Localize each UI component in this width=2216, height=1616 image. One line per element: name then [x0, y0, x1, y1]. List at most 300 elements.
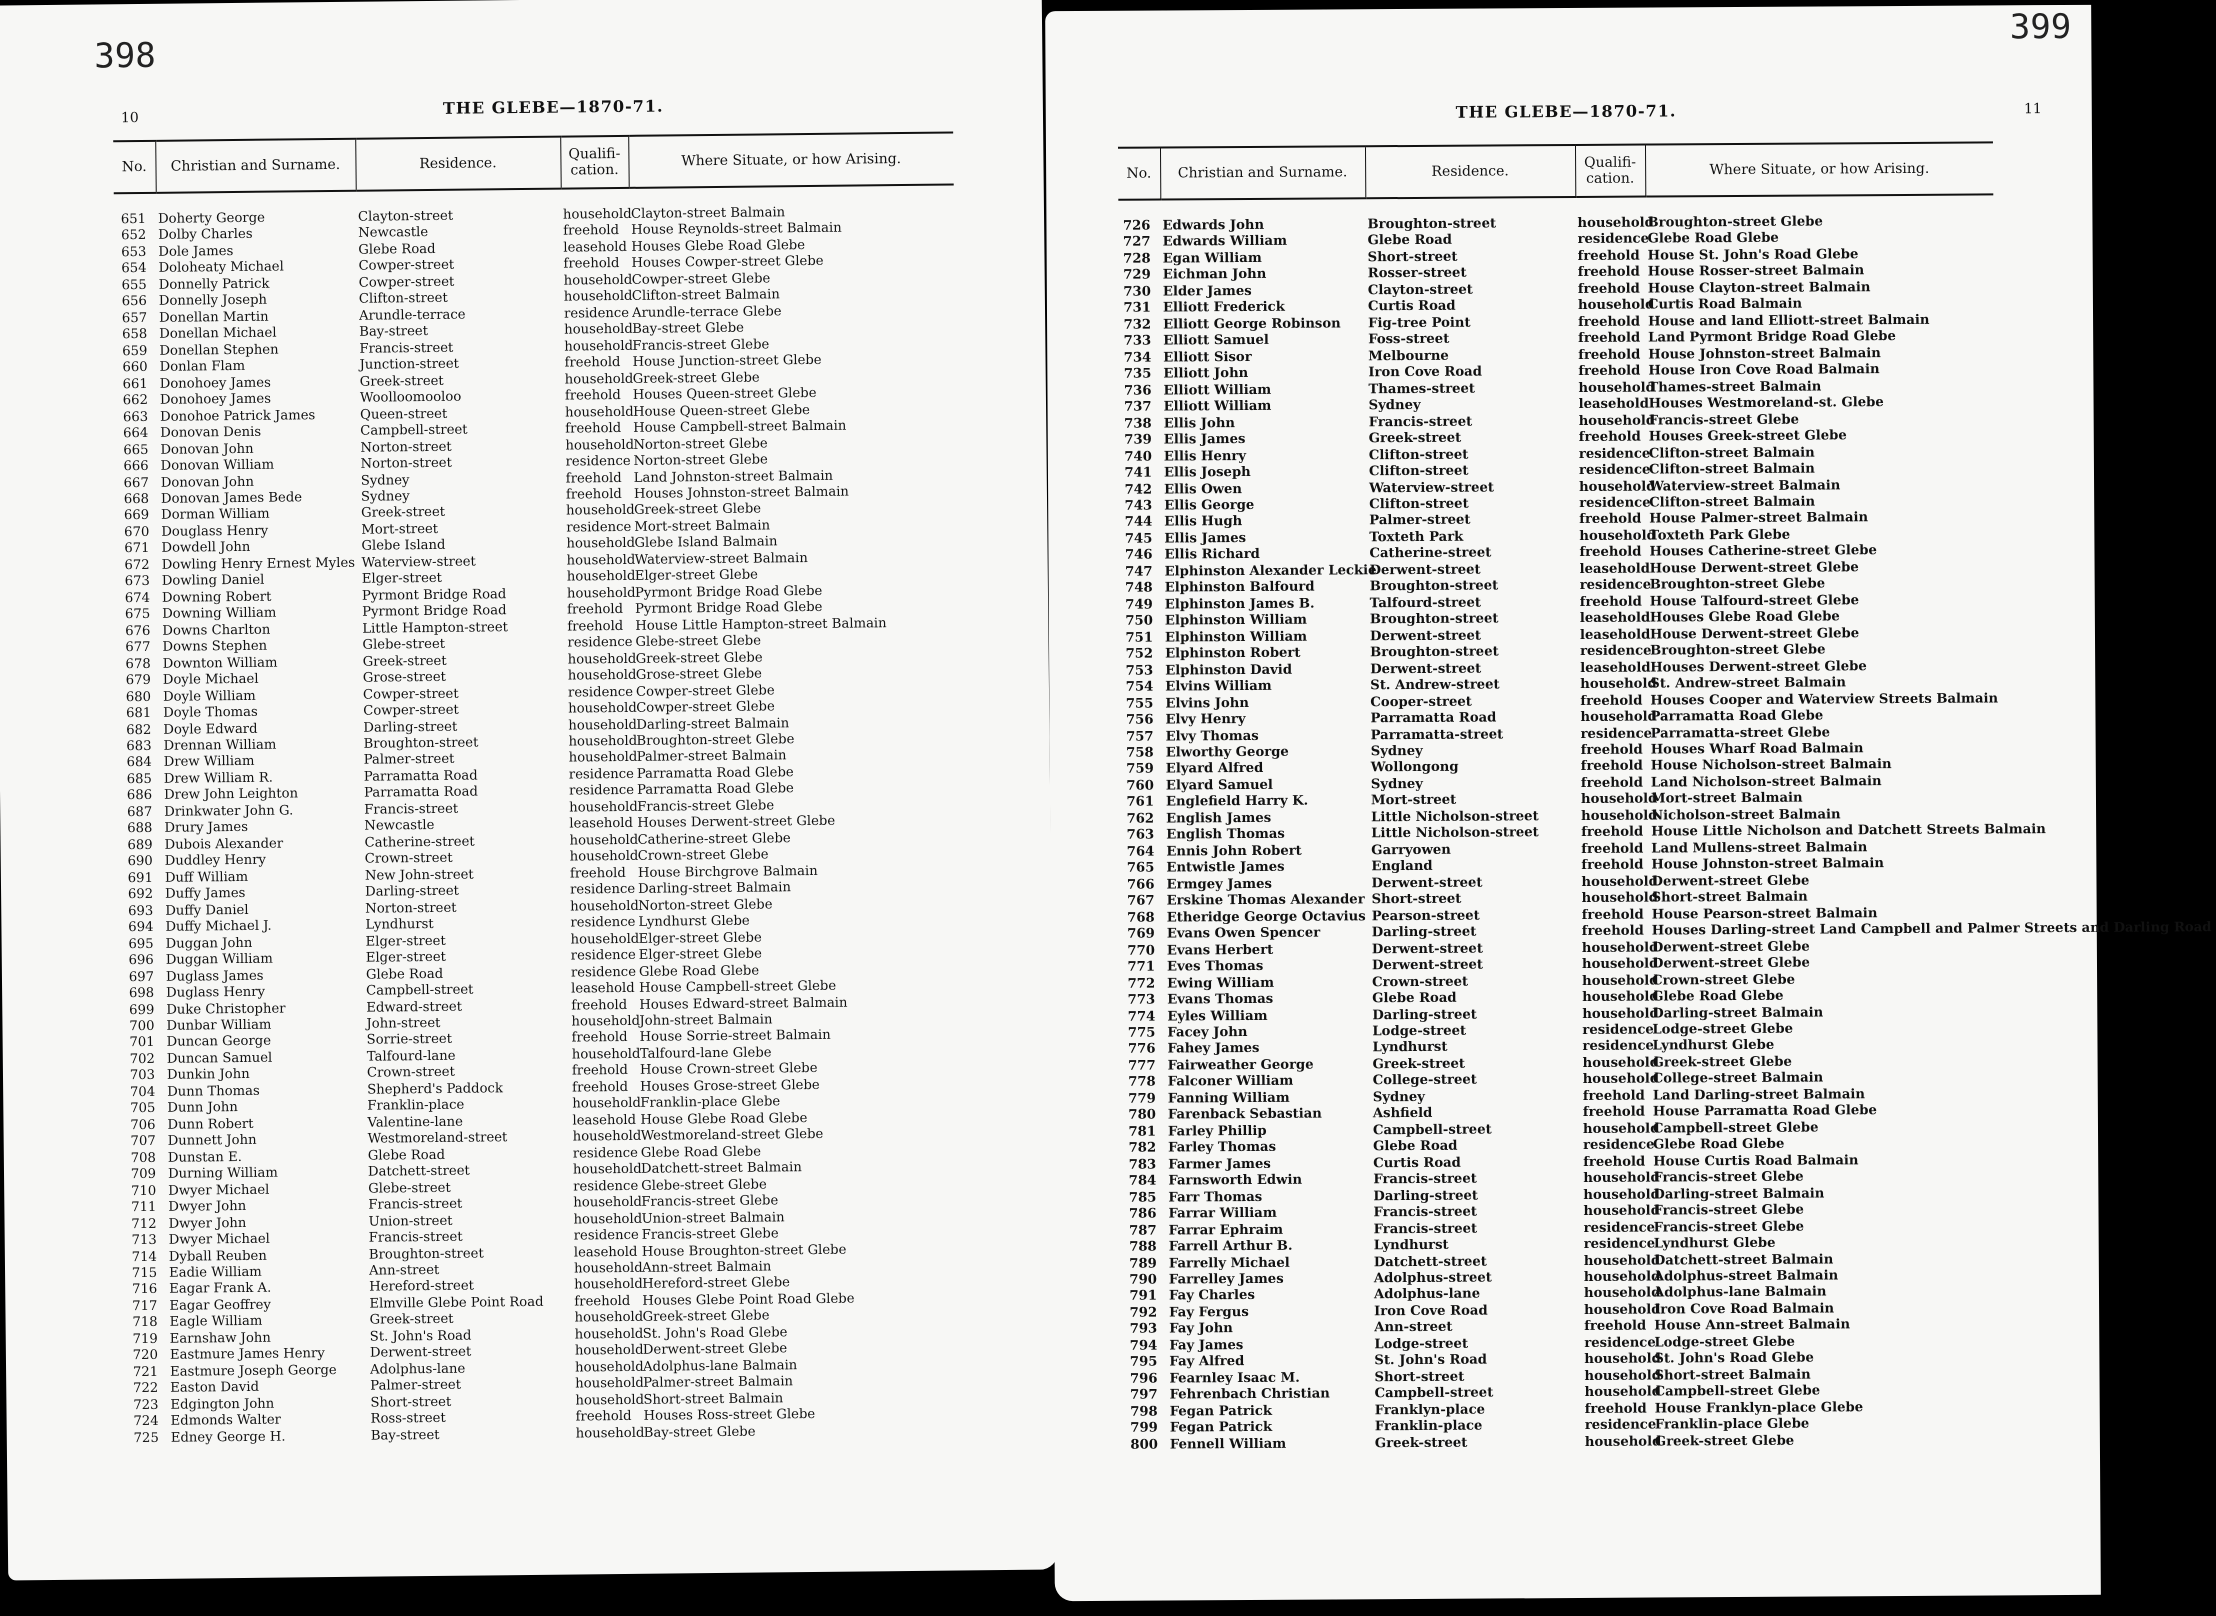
qualification: residence	[573, 1178, 639, 1195]
where-situate: Franklin-place Glebe	[1654, 1416, 1810, 1433]
header-residence: Residence.	[1365, 145, 1575, 198]
residence: Greek-street	[361, 505, 446, 522]
residence: Glebe Road	[358, 241, 436, 258]
entry-number: 668	[123, 491, 150, 508]
voter-name: Dowling Henry Ernest Myles	[161, 555, 356, 573]
where-situate: House Derwent-street Glebe	[1649, 560, 1859, 577]
entry-number: 656	[121, 294, 147, 310]
residence: Cooper-street	[1370, 694, 1472, 710]
voter-name: Donellan Michael	[159, 325, 277, 343]
entry-number: 751	[1125, 630, 1154, 646]
where-situate: Houses Darling-street Land Campbell and Palmer Streets and Darling Road	[1651, 920, 2212, 939]
voter-name: Elyard Samuel	[1165, 777, 1273, 794]
residence: Ann-street	[1374, 1320, 1453, 1336]
voter-name: Drew John Leighton	[163, 786, 299, 804]
where-situate: House Campbell-street Balmain	[633, 418, 847, 436]
where-situate: Greek-street Glebe	[1654, 1433, 1795, 1450]
where-situate: Broughton-street Glebe	[1650, 642, 1826, 659]
voter-name: Earnshaw John	[169, 1330, 271, 1347]
qualification: residence	[1582, 1038, 1654, 1055]
where-situate: Glebe Road Glebe	[1653, 1136, 1785, 1153]
voter-name: Eadie William	[168, 1264, 262, 1281]
qualification: household	[1583, 1203, 1660, 1220]
where-situate: Bay-street Glebe	[643, 1424, 756, 1441]
qualification: freehold	[1582, 1088, 1645, 1104]
qualification: residence	[568, 783, 635, 799]
residence: Cowper-street	[358, 274, 455, 291]
entry-number: 673	[124, 574, 150, 590]
residence: Sydney	[1372, 1089, 1425, 1106]
qualification: freehold	[1578, 347, 1641, 363]
voter-name: Farenback Sebastian	[1167, 1106, 1322, 1123]
where-situate: Campbell-street Glebe	[1652, 1120, 1819, 1137]
voter-name: Facey John	[1167, 1024, 1248, 1041]
where-situate: Franklin-place Glebe	[640, 1094, 781, 1112]
entry-number: 775	[1127, 1025, 1156, 1041]
residence: Junction-street	[359, 356, 460, 373]
voter-name: Fegan Patrick	[1169, 1403, 1273, 1420]
qualification: freehold	[1579, 594, 1642, 610]
where-situate: Houses Glebe Road Glebe	[1649, 609, 1840, 626]
qualification: household	[571, 1046, 641, 1063]
residence: Crown-street	[364, 851, 453, 867]
residence: Arundle-terrace	[358, 307, 466, 324]
entry-number: 796	[1129, 1371, 1158, 1387]
entry-number: 790	[1129, 1272, 1157, 1288]
entry-number: 784	[1128, 1173, 1157, 1189]
where-situate: Houses Cooper and Waterview Streets Balmain	[1650, 690, 1999, 709]
where-situate: Crown-street Glebe	[637, 847, 769, 865]
voter-name: Douglass Henry	[161, 523, 269, 540]
residence: Westmoreland-street	[367, 1130, 508, 1147]
voter-name: Doyle Thomas	[163, 704, 258, 721]
entry-number: 733	[1123, 333, 1152, 350]
residence: Greek-street	[359, 373, 444, 390]
where-situate: Land Darling-street Balmain	[1652, 1087, 1866, 1104]
where-situate: Glebe-street Glebe	[635, 633, 762, 651]
entry-number: 763	[1126, 827, 1155, 844]
voter-name: Fanning William	[1167, 1090, 1290, 1107]
where-situate: Cowper-street Glebe	[635, 682, 775, 700]
voter-name: Ewing William	[1167, 975, 1275, 992]
entry-number: 707	[130, 1134, 156, 1150]
qualification: household	[1579, 478, 1656, 495]
entry-number: 780	[1128, 1107, 1156, 1124]
entry-number: 692	[127, 887, 154, 903]
entry-number: 675	[124, 607, 151, 623]
voter-name: Eastmure Joseph George	[170, 1362, 337, 1380]
entry-number: 689	[127, 837, 153, 853]
qualification: household	[1584, 1302, 1661, 1318]
voter-name: Duggan William	[165, 951, 273, 968]
residence: Cowper-street	[358, 258, 455, 275]
where-situate: Grose-street Glebe	[635, 666, 762, 683]
where-situate: Hereford-street Glebe	[642, 1275, 791, 1293]
qualification: household	[1581, 808, 1658, 824]
entry-number: 688	[127, 821, 153, 837]
qualification: residence	[1577, 231, 1650, 248]
where-situate: Adolphus-lane Balmain	[1653, 1284, 1827, 1301]
where-situate: Waterview-street Balmain	[1649, 477, 1841, 495]
qualification: household	[1582, 989, 1659, 1005]
qualification: residence	[572, 1145, 638, 1162]
entry-number: 735	[1123, 366, 1152, 382]
voter-name: Downs Stephen	[162, 638, 268, 655]
residence: Mort-street	[1370, 793, 1457, 809]
residence: St. John's Road	[369, 1328, 472, 1345]
printed-page-number: 10	[120, 110, 139, 127]
where-situate: Houses Greek-street Glebe	[1648, 428, 1847, 445]
where-situate: Broughton-street Glebe	[1647, 214, 1823, 231]
where-situate: Lyndhurst Glebe	[1652, 1038, 1775, 1054]
entry-number: 674	[124, 590, 151, 606]
where-situate: Francis-street Glebe	[641, 1226, 779, 1243]
residence: Toxteth Park	[1369, 529, 1464, 546]
voter-name: Dole James	[158, 243, 234, 260]
where-situate: Glebe Road Glebe	[1647, 231, 1779, 248]
entry-number: 747	[1125, 564, 1153, 580]
voter-name: Falconer William	[1167, 1074, 1294, 1090]
voter-name: Dunnett John	[167, 1133, 257, 1150]
entry-number: 684	[126, 755, 152, 771]
where-situate: Campbell-street Glebe	[1654, 1383, 1821, 1400]
entry-number: 762	[1126, 811, 1155, 827]
voter-name: Fay Alfred	[1169, 1354, 1245, 1370]
entry-number: 730	[1123, 284, 1151, 300]
voter-name: Evans Herbert	[1166, 942, 1274, 959]
where-situate: House Iron Cove Road Balmain	[1648, 362, 1880, 379]
qualification: freehold	[1577, 281, 1640, 297]
where-situate: Houses Grose-street Glebe	[640, 1077, 820, 1095]
where-situate: Bay-street Glebe	[632, 320, 745, 338]
where-situate: Glebe Road Glebe	[638, 963, 760, 980]
entry-number: 792	[1129, 1305, 1158, 1321]
qualification: residence	[1584, 1417, 1657, 1434]
where-situate: House Nicholson-street Balmain	[1650, 757, 1892, 774]
entry-number: 725	[133, 1430, 159, 1446]
qualification: freehold	[1581, 857, 1644, 874]
where-situate: Houses Queen-street Glebe	[632, 386, 817, 404]
entry-number: 793	[1129, 1321, 1158, 1338]
qualification: household	[1581, 890, 1659, 907]
where-situate: Clifton-street Balmain	[1649, 494, 1816, 511]
voter-name: Elliott William	[1163, 382, 1272, 399]
qualification: freehold	[1580, 693, 1643, 709]
where-situate: Nicholson-street Balmain	[1651, 807, 1841, 824]
residence: Newcastle	[358, 225, 429, 242]
entry-number: 768	[1127, 910, 1155, 926]
voter-name: Elphinston Robert	[1165, 645, 1301, 662]
entry-number: 743	[1124, 498, 1153, 514]
voter-name: Fegan Patrick	[1169, 1420, 1273, 1436]
where-situate: Clayton-street Balmain	[630, 205, 786, 222]
residence: St. John's Road	[1374, 1352, 1488, 1369]
where-situate: Lodge-street Glebe	[1654, 1334, 1795, 1351]
where-situate: House St. John's Road Glebe	[1647, 247, 1859, 264]
residence: Waterview-street	[1369, 479, 1494, 496]
residence: Franklin-place	[1374, 1418, 1483, 1435]
header-residence: Residence.	[355, 137, 561, 191]
entry-number: 765	[1126, 860, 1155, 877]
qualification: household	[1581, 956, 1659, 973]
voter-name: Elworthy George	[1165, 744, 1289, 761]
entry-number: 662	[122, 393, 149, 409]
qualification: household	[573, 1211, 643, 1228]
voter-name: Farmer James	[1168, 1156, 1271, 1173]
where-situate: Francis-street Glebe	[632, 337, 770, 354]
voter-name: Donlan Flam	[159, 359, 246, 376]
voter-name: Edmonds Walter	[170, 1412, 282, 1429]
residence: Short-street	[1371, 891, 1462, 908]
where-situate: Francis-street Glebe	[1653, 1219, 1804, 1236]
voter-name: Duggan John	[165, 935, 253, 952]
voter-name: Dorman William	[161, 507, 270, 524]
voter-name: Eichman John	[1162, 267, 1267, 283]
right-page	[1045, 5, 2212, 1601]
qualification: household	[570, 931, 640, 948]
qualification: household	[565, 437, 635, 454]
where-situate: Glebe-street Glebe	[641, 1177, 767, 1194]
residence: Clifton-street	[1368, 447, 1469, 463]
entry-number: 711	[131, 1200, 157, 1216]
voter-name: Drennan William	[163, 737, 277, 754]
qualification: household	[1582, 1121, 1660, 1137]
entry-number: 710	[130, 1183, 157, 1199]
entry-number: 658	[121, 327, 148, 343]
qualification: leasehold	[1580, 660, 1651, 676]
where-situate: Greek-street Glebe	[1652, 1054, 1792, 1071]
where-situate: House Sorrie-street Balmain	[639, 1028, 831, 1046]
residence: Francis-street	[1373, 1204, 1478, 1221]
entry-number: 695	[128, 936, 154, 952]
electoral-roll-table	[113, 131, 967, 1447]
where-situate: Greek-street Glebe	[634, 501, 762, 519]
residence: Pearson-street	[1371, 908, 1480, 924]
residence: Franklin-place	[367, 1097, 465, 1114]
printed-page-number: 11	[2023, 101, 2042, 118]
where-situate: House Little Nicholson and Datchett Streets Balmain	[1651, 822, 2046, 840]
handwritten-folio-number: 399	[2009, 6, 2072, 48]
entry-number: 745	[1124, 531, 1153, 547]
qualification: freehold	[1579, 512, 1642, 528]
where-situate: Francis-street Glebe	[637, 798, 775, 815]
qualification: household	[1581, 874, 1658, 890]
where-situate: Parramatta Road Glebe	[636, 781, 794, 799]
voter-name: Farrar William	[1168, 1205, 1277, 1222]
residence: Derwent-street	[369, 1344, 472, 1361]
qualification: residence	[1583, 1236, 1656, 1253]
where-situate: Elger-street Glebe	[634, 567, 758, 585]
entry-number: 713	[131, 1232, 157, 1249]
where-situate: Mort-street Balmain	[1650, 791, 1803, 807]
qualification: household	[564, 371, 634, 388]
qualification: household	[572, 1096, 641, 1112]
entry-number: 691	[127, 870, 154, 886]
residence: Clayton-street	[1367, 282, 1473, 299]
qualification: residence	[563, 305, 630, 322]
voter-name: Duglass James	[165, 968, 264, 985]
qualification: residence	[570, 947, 636, 964]
qualification: residence	[1580, 643, 1652, 660]
voter-name: Dwyer Michael	[168, 1182, 270, 1199]
voter-name: Elliott William	[1163, 398, 1272, 415]
entry-number: 701	[129, 1035, 155, 1051]
qualification: household	[566, 536, 636, 552]
residence: Elger-street	[365, 933, 446, 950]
qualification: household	[574, 1343, 644, 1359]
residence: Campbell-street	[1372, 1122, 1492, 1139]
entry-number: 738	[1124, 416, 1152, 432]
where-situate: House Junction-street Glebe	[632, 353, 822, 371]
voter-name: Donnelly Joseph	[158, 293, 268, 310]
residence: St. Andrew-street	[1370, 677, 1500, 694]
qualification: residence	[565, 453, 631, 470]
residence: Thames-street	[1368, 381, 1476, 397]
voter-name: Evans Thomas	[1167, 991, 1274, 1008]
qualification: freehold	[567, 602, 624, 618]
voter-name: English James	[1166, 810, 1272, 827]
voter-name: Elliott Frederick	[1162, 300, 1285, 316]
qualification: freehold	[1581, 824, 1644, 841]
where-situate: Glebe Road Glebe	[1652, 988, 1784, 1005]
header-qualification: Qualifi-cation.	[560, 136, 629, 189]
entry-number: 798	[1130, 1404, 1158, 1420]
entry-number: 736	[1123, 383, 1152, 399]
residence: Sydney	[1370, 743, 1423, 760]
residence: Short-street	[370, 1394, 452, 1411]
qualification: freehold	[1581, 907, 1644, 923]
voter-name: Donohoey James	[159, 391, 272, 408]
entry-number: 722	[133, 1381, 159, 1397]
qualification: freehold	[1584, 1318, 1647, 1335]
residence: Little Hampton-street	[362, 619, 508, 637]
residence: Franklyn-place	[1374, 1402, 1486, 1418]
entry-number: 716	[131, 1282, 158, 1298]
voter-name: Fahey James	[1167, 1041, 1260, 1057]
residence: Lodge-street	[1372, 1023, 1467, 1040]
where-situate: Short-street Balmain	[1654, 1367, 1811, 1384]
entry-number: 800	[1130, 1437, 1158, 1453]
where-situate: House Clayton-street Balmain	[1647, 280, 1871, 297]
residence: Norton-street	[360, 455, 452, 472]
qualification: residence	[567, 635, 633, 651]
entry-number: 682	[126, 722, 152, 738]
where-situate: Houses Glebe Point Road Glebe	[642, 1291, 855, 1309]
entry-number: 769	[1127, 926, 1155, 942]
residence: Little Nicholson-street	[1371, 825, 1539, 842]
residence: Melbourne	[1368, 348, 1449, 364]
entry-number: 659	[122, 343, 148, 359]
qualification: freehold	[1578, 314, 1641, 330]
where-situate: House Queen-street Glebe	[632, 402, 810, 420]
qualification: freehold	[1578, 429, 1641, 446]
qualification: household	[1581, 940, 1659, 956]
where-situate: Arundle-terrace Glebe	[631, 304, 782, 321]
entry-number: 672	[124, 557, 150, 574]
entry-number: 723	[133, 1397, 159, 1413]
residence: Norton-street	[365, 900, 457, 917]
voter-name: Fearnley Isaac M.	[1169, 1370, 1300, 1387]
residence: Waterview-street	[361, 554, 476, 571]
residence: Mort-street	[361, 521, 439, 538]
residence: College-street	[1372, 1072, 1477, 1089]
voter-name: Donellan Stephen	[159, 342, 279, 359]
qualification: leasehold	[573, 1244, 638, 1261]
entry-number: 694	[128, 920, 154, 936]
residence: Parramatta Road	[363, 784, 478, 802]
entry-number: 791	[1129, 1289, 1158, 1305]
entry-number: 714	[131, 1249, 157, 1265]
qualification: household	[567, 667, 637, 684]
residence: Wollongong	[1370, 760, 1459, 776]
entry-number: 758	[1126, 745, 1154, 761]
where-situate: House Birchgrove Balmain	[637, 863, 818, 881]
voter-name: Fennell William	[1169, 1436, 1287, 1453]
voter-name: Elvins John	[1165, 695, 1249, 712]
entry-number: 724	[133, 1414, 159, 1430]
where-situate: Norton-street Glebe	[633, 452, 768, 469]
qualification: household	[1582, 1055, 1660, 1071]
entry-number: 778	[1128, 1074, 1156, 1091]
residence: Lyndhurst	[365, 917, 434, 933]
voter-name: Duffy James	[165, 886, 246, 902]
entry-number: 739	[1124, 432, 1152, 448]
entry-number: 774	[1127, 1009, 1156, 1025]
voter-name: Duncan Samuel	[166, 1050, 273, 1067]
voter-name: Dwyer John	[168, 1215, 247, 1232]
where-situate: House Little Hampton-street Balmain	[635, 615, 887, 634]
where-situate: Greek-street Glebe	[632, 370, 760, 387]
voter-name: Evans Owen Spencer	[1166, 925, 1321, 942]
residence: Sydney	[1370, 776, 1423, 793]
qualification: residence	[570, 915, 636, 931]
entry-number: 699	[129, 1002, 155, 1018]
voter-name: Edwards William	[1162, 234, 1288, 250]
entry-number: 777	[1128, 1058, 1156, 1074]
voter-name: Ellis Henry	[1163, 448, 1247, 465]
where-situate: Adolphus-street Balmain	[1653, 1268, 1839, 1285]
qualification: household	[574, 1310, 644, 1326]
residence: Sydney	[360, 489, 410, 505]
voter-name: Drury James	[164, 820, 249, 837]
entry-number: 785	[1128, 1190, 1157, 1206]
residence: Darling-street	[1371, 924, 1477, 941]
entry-number: 651	[120, 211, 147, 228]
entry-number: 729	[1123, 267, 1151, 284]
voter-name: Donnelly Patrick	[158, 276, 270, 293]
where-situate: Land Nicholson-street Balmain	[1650, 774, 1882, 791]
qualification: freehold	[1580, 759, 1643, 775]
residence: Short-street	[1374, 1369, 1465, 1386]
voter-name: Farr Thomas	[1168, 1189, 1263, 1206]
qualification: leasehold	[1579, 561, 1650, 577]
residence: Broughton-street	[368, 1245, 484, 1263]
qualification: freehold	[1581, 841, 1644, 857]
residence: Talfourd-lane	[366, 1048, 456, 1065]
entry-number: 756	[1125, 712, 1154, 728]
residence: New John-street	[364, 867, 474, 884]
qualification: household	[573, 1260, 643, 1277]
qualification: household	[1577, 215, 1654, 231]
voter-name: Egan William	[1162, 250, 1262, 267]
where-situate: Lyndhurst Glebe	[638, 913, 750, 930]
voter-name: English Thomas	[1166, 827, 1285, 843]
qualification: leasehold	[563, 239, 627, 256]
residence: Grose-street	[362, 669, 447, 686]
residence: Derwent-street	[1370, 661, 1482, 677]
page-title: THE GLEBE—1870-71.	[1455, 101, 1677, 122]
entry-number: 677	[125, 640, 151, 656]
